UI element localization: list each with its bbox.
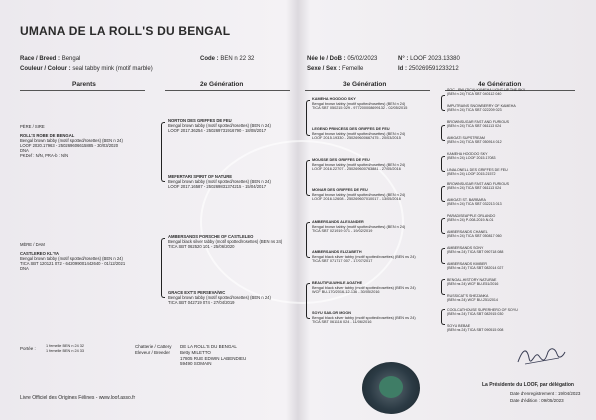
gen4-entry [447,246,567,254]
gen4-name: AMIGATI SUPSTREAM [447,136,485,140]
gen4-entry [447,278,567,286]
gen4-line: (BEN n 24) TICA SBT 050914 012 [447,140,502,145]
gen4-bracket [441,186,445,202]
breeder-line: Betty MILETTO [180,350,211,355]
gen4-name: IMPUTRAINS SNOWBERRY OF KAMEHA [447,104,516,108]
gen4-entry [447,308,567,316]
gen4-line: (BEN ns 24) WCF BU-E51/2016 [447,282,499,287]
gen3-name: AMBERSANDS ALEXANDER [312,220,364,224]
gen4-entry [447,198,567,206]
sire-name: ROLL'S ROBE DE BENGAL [20,133,75,138]
gen2-line: TICA SBT 042719 074 - 27/04/2019 [168,300,235,305]
header-rule-gen3 [305,90,430,91]
gen4-entry [447,120,567,128]
dam-role: MÈRE / DAM [20,242,45,247]
gen2-line: Bengal brown tabby (motif spotted/rosettes) (BEN n 24) [168,123,271,128]
gen4-name: BROWNSUGAR FAST AND FURIOUS [447,120,510,124]
gen2-bracket-sire [161,122,165,182]
president-signature [515,344,567,368]
dam-line: TICA SBT 120121 072 - 642099001442640 - 01/12/2021 [20,261,126,266]
cattery-value: DE LA ROLL'S DU BENGAL [180,344,237,349]
sex-label: Sexe / Sex : [307,66,341,72]
gen3-bracket [306,100,310,136]
gen4-line: (BEN ns 24) TICA SBT 082014 027 [447,266,504,271]
gen3-bracket [306,222,310,258]
gen3-entry [312,158,427,172]
gen3-line: WCF BU-170/2016-12-136 - 30/05/2016 [312,290,380,295]
gen2-entry [168,234,282,249]
sire-line: Bengal brown tabby (motif spotted/rosettes) (BEN n 24) [20,138,123,143]
gen2-line: LOOF 2017.36254 - 250269731916790 - 18/08/2017 [168,128,267,133]
gen4-entry [447,324,567,332]
gen4-name: COOLCATHOUSE SUPERHERO OF SOYU [447,308,518,312]
gen4-name: AMBERSANDS KIMBER [447,262,487,266]
id-label: Id : [398,66,407,72]
gen4-name: SOC - RW (TICA) KAMEHA LIGHT UP THE SKY [447,88,526,92]
gen4-entry [447,294,567,302]
gen3-name: MOUSSE DES GRIFFES DE FEU [312,158,370,162]
registration-date: Date d'enregistrement : 19/04/2023 [510,391,581,396]
sire-line: DNA [20,148,29,153]
code-value: BEN n 22 32 [220,56,255,62]
gen3-entry [312,250,427,264]
sire-line: LOOF 2020.17963 - 250269606615885 - 30/03/2020 [20,143,119,148]
edition-date: Date d'édition : 09/05/2023 [510,398,564,403]
header-rule-gen2 [165,90,290,91]
gen4-entry [447,230,567,238]
race-label: Race / Breed : [20,56,61,62]
dob-row [307,56,377,62]
gen3-line: Bengal black silver tabby (motif spotted/rosettes) (BEN ns 24) [312,315,416,320]
gen3-name: BEAUTIFULWHILE AGATHE [312,281,363,285]
loof-book-text: Livre Officiel des Origines Félines - www.loof.asso.fr [20,395,136,401]
breeder-block [180,350,246,367]
litter-label: Portée : [20,346,36,351]
col-gen4: 4e Génération [478,81,522,88]
gen2-entry [168,174,271,189]
gen4-name: BROWNSUGAR FAST AND FURIOUS [447,182,510,186]
colour-label: Couleur / Colour : [20,66,71,72]
gen4-bracket [441,156,445,172]
id-row [398,66,459,72]
gen4-name: KAMEHA HOODOO SKY [447,152,488,156]
gen2-line: Bengal brown tabby (motif spotted/rosettes) (BEN n 24) [168,295,271,300]
gen3-name: MONAR DES GRIFFES DE FEU [312,188,368,192]
gen3-line: LOOF 2015.19330 - 250269600667475 - 20/03/2015 [312,136,401,141]
gen2-line: TICA SBT 062520 101 - 25/06/2020 [168,244,235,249]
gen4-bracket [441,95,445,111]
gen2-line: Bengal black silver tabby (motif spotted/rosettes) (BEN ns 24) [168,239,283,244]
litter-item: 1 femelle BEN n 24 32 [46,344,84,348]
number-label: N° : [398,56,409,62]
gen4-name: SOYU BEBAE [447,324,471,328]
gen4-entry [447,214,567,222]
sex-row [307,66,363,72]
gen4-bracket [441,218,445,234]
gen4-name: AMBERSANDS SONY [447,246,484,250]
header-rule-parents [20,90,145,91]
gen2-line: Bengal brown tabby (motif spotted/rosettes) (BEN n 24) [168,179,271,184]
gen4-name: PARADISEAPPLE ORLANDO [447,214,496,218]
gen2-entry [168,118,271,133]
gen3-entry [312,127,427,141]
sex-value: Femelle [342,66,364,72]
race-row [20,56,80,62]
gen3-line: TICA SBT 061116 024 - 11/06/2016 [312,320,372,325]
id-value: 250269591233212 [408,66,459,72]
gen3-line: LOOF 2016.22707 - 250269600763881 - 27/05/2016 [312,167,401,172]
gen4-bracket [441,125,445,141]
gen4-line: (BEN n 24) TICA SBT 061113 024 [447,124,502,129]
dam-line: DNA [20,266,29,271]
breeder-line: 17805 RUE EDWIN LABENDIEU [180,355,247,361]
sire-line: PKDef : N/N, PRA-b : N/N [20,153,69,158]
gen3-name: AMBERSANDS ELIZABETH [312,250,362,254]
gen2-name: AMBERSANDS PORSCHE OF CASTLELEO [168,234,254,239]
gen3-line: Bengal black silver tabby (motif spotted/rosettes) (BEN ns 24) [312,285,416,290]
dam-line: Bengal brown tabby (motif spotted/rosettes) (BEN n 24) [20,256,123,261]
gen4-name: LINALONELL DES GRIFFES DE FEU [447,168,508,172]
breeder-label: Eleveur / Breeder [135,350,171,355]
dam-name: CASTLEREO KL'YA [20,251,59,256]
gen3-name: SOYU SAILOR MOON [312,311,352,315]
gen2-bracket-dam [161,238,165,298]
gen4-name: BENGAL-HISTORY NATURAE [447,278,497,282]
gen3-name: KAMEHA HOODOO SKY [312,97,356,101]
gen2-name: NORTON DES GRIFFES DE FEU [168,118,232,123]
col-gen2: 2e Génération [200,81,244,88]
gen4-name: RUSSICAT'S SHEZANKA [447,294,489,298]
gen4-line: (BEN n 24) LOOF 2015.17083 [447,156,496,161]
dam-block [20,242,125,271]
gen2-line: LOOF 2017.16587 - 250269831374215 - 15/04/2017 [168,184,267,189]
col-parents: Parents [72,81,96,88]
sire-role: PÈRE / SIRE [20,124,45,129]
gen3-bracket [306,160,310,196]
gen4-line: (BEN ns 24) TICA SBT 090515 008 [447,328,504,333]
gen3-entry [312,220,427,234]
gen3-entry [312,281,427,295]
litter-item: 1 femelle BEN n 24 33 [46,348,84,353]
gen3-line: TICA SBT 071717 007 - 17/07/2017 [312,259,373,264]
code-label: Code : [200,56,219,62]
dob-label: Née le / DoB : [307,56,346,62]
cat-name-title: UMANA DE LA ROLL'S DU BENGAL [20,24,231,38]
gen4-name: AMBERSANDS CHANEL [447,230,488,234]
gen4-entry [447,104,567,112]
gen3-line: LOOF 2016.12608 - 250269607010017 - 13/05/2016 [312,197,401,202]
gen2-name: GRACE EXT'S PERSEVA/WC [168,290,226,295]
gen4-line: (BEN n 24) TICA SBT 061113 024 [447,186,502,191]
gen4-entry [447,152,567,160]
gen4-line: (BEN ns 24) TICA SBT 082915 030 [447,312,504,317]
gen3-bracket [306,283,310,319]
gen3-name: LEGEND PRINCESS DES GRIFFES DE FEU [312,127,390,131]
litter-list [46,344,84,353]
dob-value: 05/02/2023 [347,56,378,62]
gen4-line: (BEN ns 24) TICA SBT 090718 088 [447,250,504,255]
president-title: La Présidente du LOOF, par délégation [482,382,574,388]
gen3-line: Bengal brown tabby (motif spotted/rosettes) (BEN n 24) [312,192,406,197]
number-row [398,56,460,62]
gen3-line: Bengal brown tabby (motif spotted/rosettes) (BEN n 24) [312,224,406,229]
gen2-name: MEFERTARI SPIRIT OF NATURE [168,174,233,179]
gen4-line: (BEN n 24) TICA SBT 050817 060 [447,234,502,239]
code-row [200,56,254,62]
gen3-entry [312,311,427,325]
gen4-entry [447,136,567,144]
colour-row [20,66,153,72]
gen4-line: (BEN n 24) TICA SBT 032213 013 [447,202,502,207]
number-value: LOOF 2023.13380 [410,56,460,62]
gen3-line: Bengal black silver tabby (motif spotted/rosettes) (BEN ns 24) [312,254,416,259]
gen4-bracket [441,248,445,264]
gen4-line: (BEN n 24) P-008-2019-N-01 [447,218,494,223]
gen4-line: (BEN n 24) TICA SBT 040112 040 [447,92,502,97]
gen3-entry [312,188,427,202]
gen4-line: (BEN n 24) LOOF 2015.21572 [447,172,496,177]
gen3-entry [312,97,427,111]
gen4-entry [447,88,567,96]
gen3-line: Bengal brown tabby (motif spotted/rosettes) (BEN n 24) [312,101,406,106]
colour-value: seal tabby mink (motif marble) [72,66,153,72]
gen4-line: (BEN n 24) TICA SBT 022209 023 [447,108,502,113]
gen4-name: AMIGATI ST. BARBARA [447,198,486,202]
gen3-line: TICA SBT 021919 071 - 19/02/2019 [312,229,373,234]
gen4-bracket [441,309,445,325]
gen3-line: TICA SBT 050215 029 - 977200008699132 - 02/05/2015 [312,106,408,111]
sire-block [20,124,123,158]
gen4-entry [447,262,567,270]
gen4-line: (BEN ns 24) WCF BU-251/2014 [447,298,498,303]
gen3-line: Bengal brown tabby (motif spotted/rosettes) (BEN n 24) [312,131,406,136]
gen3-line: Bengal brown tabby (motif spotted/rosettes) (BEN n 24) [312,162,406,167]
race-value: Bengal [61,56,81,62]
gen4-entry [447,168,567,176]
loof-stamp-seal [362,362,420,414]
breeder-line: 59490 SOMAIN [180,361,212,366]
cattery-label: Chatterie / Cattery [135,344,172,349]
col-gen3: 3e Génération [343,81,387,88]
gen4-entry [447,182,567,190]
gen4-bracket [441,279,445,295]
gen2-entry [168,290,271,305]
